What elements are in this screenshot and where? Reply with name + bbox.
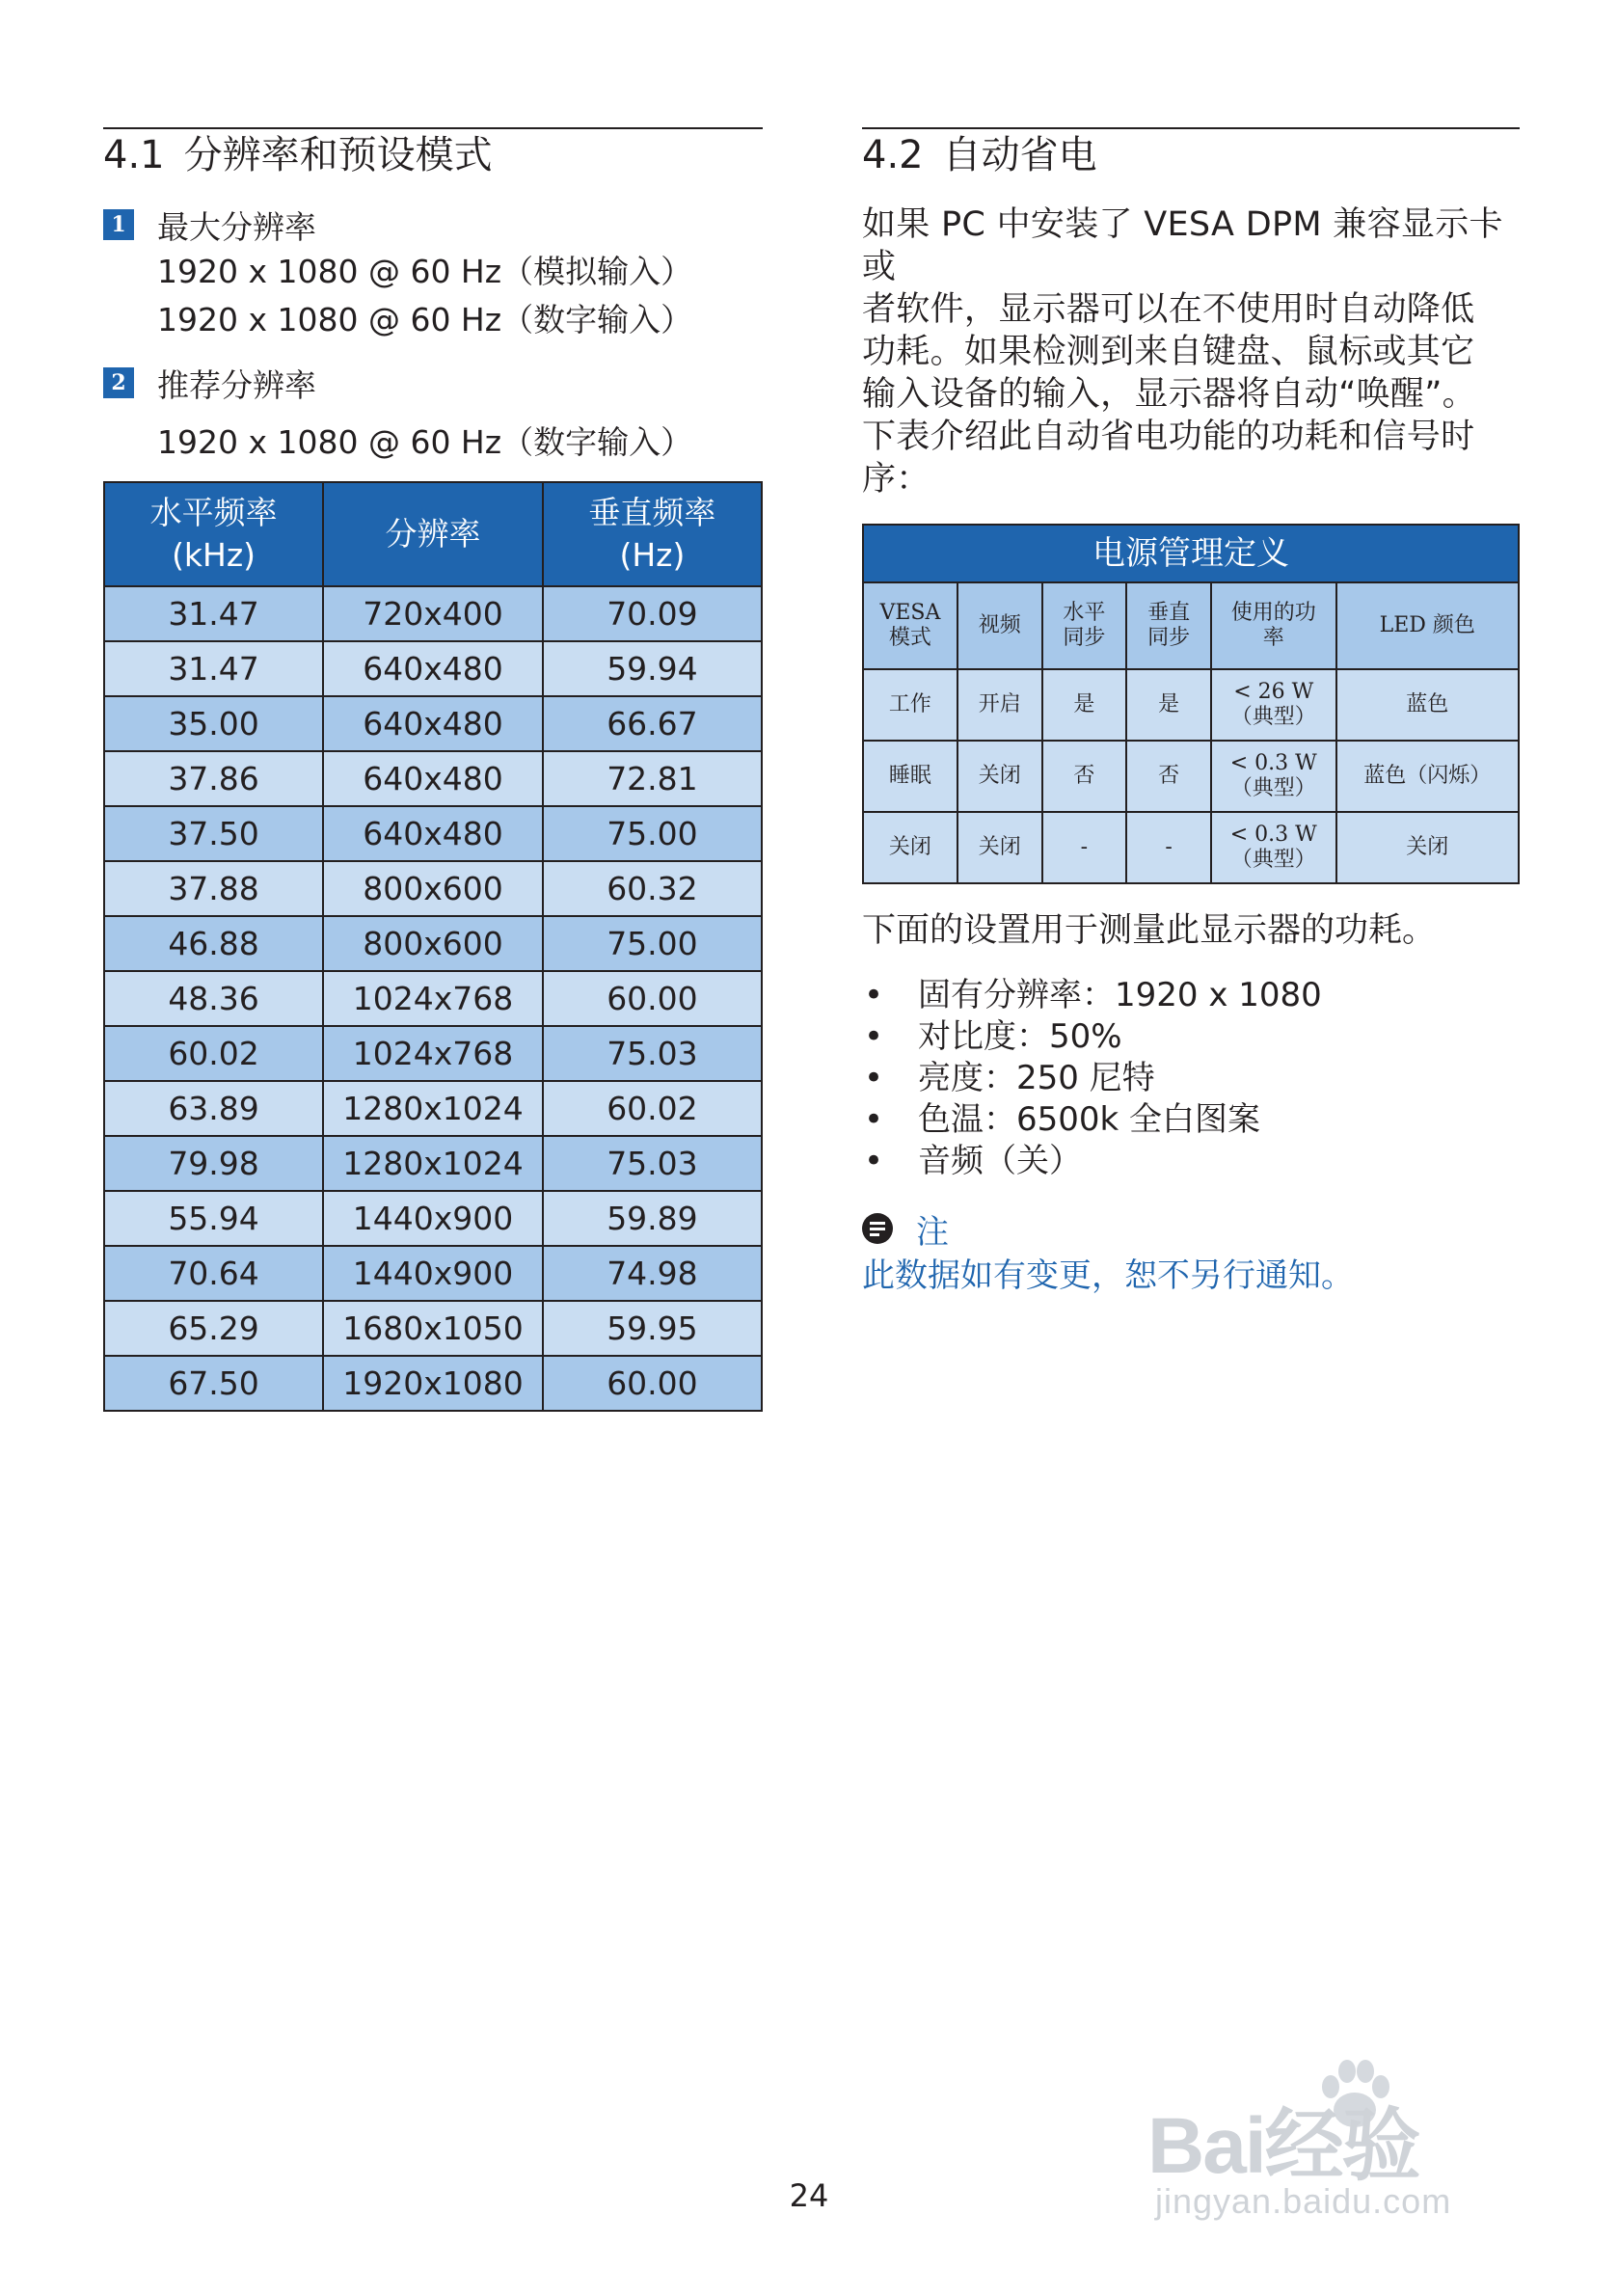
cell-text: 关闭 bbox=[978, 764, 1021, 788]
section-number: 4.1 bbox=[103, 133, 165, 177]
header-resolution: 分辨率 bbox=[323, 482, 543, 586]
cell-text: 水平 bbox=[1063, 601, 1106, 625]
section-resolution bbox=[103, 127, 763, 1412]
table-row bbox=[104, 751, 762, 806]
sub-title: 最大分辨率 bbox=[157, 207, 316, 246]
cell-resolution: 640x480 bbox=[323, 751, 543, 806]
cell-horizontal-frequency: 67.50 bbox=[104, 1356, 323, 1411]
resolution-table bbox=[103, 481, 763, 1412]
cell-vertical-frequency: 75.00 bbox=[543, 916, 762, 971]
table-row bbox=[104, 1081, 762, 1136]
cell-vertical-frequency: 59.89 bbox=[543, 1191, 762, 1246]
watermark bbox=[1147, 2054, 1552, 2247]
list-item bbox=[862, 1016, 1520, 1058]
paragraph-line: 如果 PC 中安装了 VESA DPM 兼容显示卡或 bbox=[862, 205, 1503, 286]
cell-horizontal-frequency: 37.50 bbox=[104, 806, 323, 861]
cell-horizontal-frequency: 31.47 bbox=[104, 641, 323, 696]
cell-text: VESA bbox=[879, 601, 941, 625]
cell-horizontal-frequency: 60.02 bbox=[104, 1026, 323, 1081]
table-cell bbox=[1211, 669, 1336, 741]
cell-horizontal-frequency: 37.88 bbox=[104, 861, 323, 916]
table-row bbox=[104, 1136, 762, 1191]
cell-text: 关闭 bbox=[1406, 835, 1449, 859]
table-row bbox=[104, 1191, 762, 1246]
cell-vertical-frequency: 74.98 bbox=[543, 1246, 762, 1301]
table-row bbox=[104, 1246, 762, 1301]
cell-horizontal-frequency: 31.47 bbox=[104, 586, 323, 641]
cell-horizontal-frequency: 79.98 bbox=[104, 1136, 323, 1191]
cell-horizontal-frequency: 65.29 bbox=[104, 1301, 323, 1356]
cell-horizontal-frequency: 48.36 bbox=[104, 971, 323, 1026]
cell-resolution: 1280x1024 bbox=[323, 1136, 543, 1191]
step-number-badge: 2 bbox=[103, 367, 134, 398]
cell-horizontal-frequency: 70.64 bbox=[104, 1246, 323, 1301]
table-cell bbox=[863, 812, 957, 883]
table-row bbox=[863, 669, 1519, 741]
table-cell bbox=[957, 812, 1042, 883]
table-row bbox=[104, 916, 762, 971]
table-title: 电源管理定义 bbox=[863, 525, 1519, 582]
bullet-icon: • bbox=[864, 1059, 884, 1097]
cell-text: 否 bbox=[1073, 764, 1095, 788]
list-item bbox=[862, 975, 1520, 1016]
paragraph-line: 功耗。如果检测到来自键盘、鼠标或其它 bbox=[862, 333, 1475, 371]
table-row bbox=[104, 861, 762, 916]
cell-text: 垂直 bbox=[1147, 601, 1191, 625]
table-row bbox=[104, 1301, 762, 1356]
cell-horizontal-frequency: 55.94 bbox=[104, 1191, 323, 1246]
cell-resolution: 1280x1024 bbox=[323, 1081, 543, 1136]
cell-resolution: 1024x768 bbox=[323, 971, 543, 1026]
table-cell bbox=[1042, 582, 1127, 669]
cell-horizontal-frequency: 63.89 bbox=[104, 1081, 323, 1136]
resolution-line: 1920 x 1080 @ 60 Hz（模拟输入） bbox=[157, 253, 693, 290]
cell-text: 率 bbox=[1262, 626, 1284, 650]
cell-resolution: 1920x1080 bbox=[323, 1356, 543, 1411]
cell-text: 工作 bbox=[888, 692, 931, 716]
table-cell bbox=[1126, 582, 1211, 669]
table-row bbox=[104, 1356, 762, 1411]
section-title: 自动省电 bbox=[942, 133, 1097, 177]
cell-text: 是 bbox=[1073, 692, 1095, 716]
bullet-icon: • bbox=[864, 976, 884, 1014]
list-item-text: 色温：6500k 全白图案 bbox=[918, 1100, 1261, 1139]
bullet-icon: • bbox=[864, 1017, 884, 1056]
cell-vertical-frequency: 66.67 bbox=[543, 696, 762, 751]
paragraph-line: 者软件，显示器可以在不使用时自动降低 bbox=[862, 290, 1475, 329]
resolution-table-body bbox=[104, 586, 762, 1411]
cell-text: LED 颜色 bbox=[1379, 613, 1475, 637]
table-cell bbox=[1336, 582, 1519, 669]
cell-resolution: 800x600 bbox=[323, 861, 543, 916]
table-cell bbox=[1126, 741, 1211, 812]
table-cell bbox=[863, 741, 957, 812]
sub-heading bbox=[103, 203, 763, 246]
cell-text: 同步 bbox=[1063, 626, 1106, 650]
max-resolution-block bbox=[103, 203, 763, 340]
note-text: 此数据如有变更，恕不另行通知。 bbox=[862, 1256, 1354, 1295]
table-cell bbox=[957, 582, 1042, 669]
cell-resolution: 640x480 bbox=[323, 806, 543, 861]
sub-title: 推荐分辨率 bbox=[157, 365, 316, 404]
table-cell bbox=[1336, 741, 1519, 812]
table-cell bbox=[957, 669, 1042, 741]
table-header-row bbox=[104, 482, 762, 586]
measurement-settings-list bbox=[862, 975, 1520, 1182]
list-item-text: 亮度：250 尼特 bbox=[918, 1059, 1155, 1097]
table-row bbox=[863, 741, 1519, 812]
cell-vertical-frequency: 75.03 bbox=[543, 1026, 762, 1081]
note-block bbox=[862, 1207, 1520, 1298]
cell-text: < 0.3 W bbox=[1229, 823, 1317, 847]
table-row bbox=[104, 696, 762, 751]
table-cell bbox=[1042, 741, 1127, 812]
table-cell bbox=[1042, 812, 1127, 883]
header-horizontal-frequency: 水平频率 (kHz) bbox=[104, 482, 323, 586]
table-row bbox=[863, 812, 1519, 883]
cell-text: 同步 bbox=[1147, 626, 1191, 650]
bullet-icon: • bbox=[864, 1100, 884, 1139]
cell-text: 蓝色（闪烁） bbox=[1363, 764, 1492, 788]
recommended-resolution-block bbox=[103, 362, 763, 464]
section-title: 分辨率和预设模式 bbox=[183, 133, 493, 177]
cell-text: 模式 bbox=[888, 626, 931, 650]
cell-resolution: 1024x768 bbox=[323, 1026, 543, 1081]
cell-text: 视频 bbox=[978, 613, 1021, 637]
section-power-saving bbox=[862, 127, 1520, 1298]
cell-text: （典型） bbox=[1230, 776, 1316, 800]
list-item-text: 固有分辨率：1920 x 1080 bbox=[918, 976, 1322, 1014]
section-number: 4.2 bbox=[862, 133, 924, 177]
table-cell bbox=[863, 669, 957, 741]
page-number: 24 bbox=[789, 2177, 829, 2214]
note-icon bbox=[862, 1213, 893, 1244]
cell-text: 关闭 bbox=[888, 835, 931, 859]
cell-vertical-frequency: 75.03 bbox=[543, 1136, 762, 1191]
cell-vertical-frequency: 70.09 bbox=[543, 586, 762, 641]
cell-vertical-frequency: 59.94 bbox=[543, 641, 762, 696]
table-cell bbox=[957, 741, 1042, 812]
cell-vertical-frequency: 60.32 bbox=[543, 861, 762, 916]
cell-text: （典型） bbox=[1230, 705, 1316, 729]
table-cell bbox=[1211, 741, 1336, 812]
cell-horizontal-frequency: 46.88 bbox=[104, 916, 323, 971]
cell-text: 使用的功 bbox=[1230, 601, 1316, 625]
table-cell bbox=[1211, 582, 1336, 669]
cell-resolution: 720x400 bbox=[323, 586, 543, 641]
paragraph-line: 下表介绍此自动省电功能的功耗和信号时 bbox=[862, 418, 1475, 456]
table-header-row bbox=[863, 582, 1519, 669]
list-item bbox=[862, 1058, 1520, 1099]
power-management-table bbox=[862, 524, 1520, 884]
cell-text: 睡眠 bbox=[888, 764, 931, 788]
sub-heading bbox=[103, 362, 763, 404]
header-vertical-frequency: 垂直频率 (Hz) bbox=[543, 482, 762, 586]
cell-vertical-frequency: 72.81 bbox=[543, 751, 762, 806]
table-title-row bbox=[863, 525, 1519, 582]
cell-resolution: 1680x1050 bbox=[323, 1301, 543, 1356]
table-row bbox=[104, 586, 762, 641]
note-heading bbox=[862, 1207, 1520, 1250]
list-item bbox=[862, 1099, 1520, 1141]
cell-text: < 0.3 W bbox=[1229, 751, 1317, 775]
cell-vertical-frequency: 60.00 bbox=[543, 971, 762, 1026]
cell-vertical-frequency: 60.00 bbox=[543, 1356, 762, 1411]
section-heading bbox=[862, 127, 1520, 186]
paragraph-line: 序： bbox=[862, 460, 930, 499]
cell-text: 否 bbox=[1158, 764, 1180, 788]
cell-text: - bbox=[1165, 835, 1173, 859]
section-heading bbox=[103, 127, 763, 186]
cell-horizontal-frequency: 35.00 bbox=[104, 696, 323, 751]
intro-paragraph bbox=[862, 203, 1520, 500]
cell-horizontal-frequency: 37.86 bbox=[104, 751, 323, 806]
table-cell bbox=[1336, 669, 1519, 741]
table-row bbox=[104, 806, 762, 861]
list-item-text: 对比度：50% bbox=[918, 1017, 1122, 1056]
cell-resolution: 1440x900 bbox=[323, 1246, 543, 1301]
table-cell bbox=[863, 582, 957, 669]
table-row bbox=[104, 1026, 762, 1081]
watermark-url: jingyan.baidu.com bbox=[1155, 2181, 1452, 2221]
resolution-line: 1920 x 1080 @ 60 Hz（数字输入） bbox=[157, 423, 693, 461]
cell-text: 开启 bbox=[978, 692, 1021, 716]
cell-vertical-frequency: 60.02 bbox=[543, 1081, 762, 1136]
table-cell bbox=[1042, 669, 1127, 741]
cell-text: - bbox=[1080, 835, 1089, 859]
list-item bbox=[862, 1141, 1520, 1182]
measure-text: 下面的设置用于测量此显示器的功耗。 bbox=[862, 911, 1437, 950]
resolution-line: 1920 x 1080 @ 60 Hz（数字输入） bbox=[157, 301, 693, 338]
watermark-brand: Bai经验 bbox=[1147, 2102, 1419, 2190]
step-number-badge: 1 bbox=[103, 209, 134, 240]
cell-resolution: 640x480 bbox=[323, 641, 543, 696]
cell-text: < 26 W bbox=[1233, 680, 1314, 704]
cell-resolution: 640x480 bbox=[323, 696, 543, 751]
cell-resolution: 800x600 bbox=[323, 916, 543, 971]
note-label: 注 bbox=[916, 1212, 949, 1252]
table-row bbox=[104, 641, 762, 696]
cell-vertical-frequency: 75.00 bbox=[543, 806, 762, 861]
cell-text: 关闭 bbox=[978, 835, 1021, 859]
cell-text: 蓝色 bbox=[1406, 692, 1449, 716]
list-item-text: 音频（关） bbox=[918, 1142, 1082, 1180]
cell-text: 是 bbox=[1158, 692, 1180, 716]
cell-vertical-frequency: 59.95 bbox=[543, 1301, 762, 1356]
cell-text: （典型） bbox=[1230, 848, 1316, 872]
table-cell bbox=[1336, 812, 1519, 883]
table-cell bbox=[1126, 669, 1211, 741]
bullet-icon: • bbox=[864, 1142, 884, 1180]
table-cell bbox=[1126, 812, 1211, 883]
paragraph-line: 输入设备的输入，显示器将自动“唤醒”。 bbox=[862, 375, 1476, 414]
table-row bbox=[104, 971, 762, 1026]
table-cell bbox=[1211, 812, 1336, 883]
cell-resolution: 1440x900 bbox=[323, 1191, 543, 1246]
